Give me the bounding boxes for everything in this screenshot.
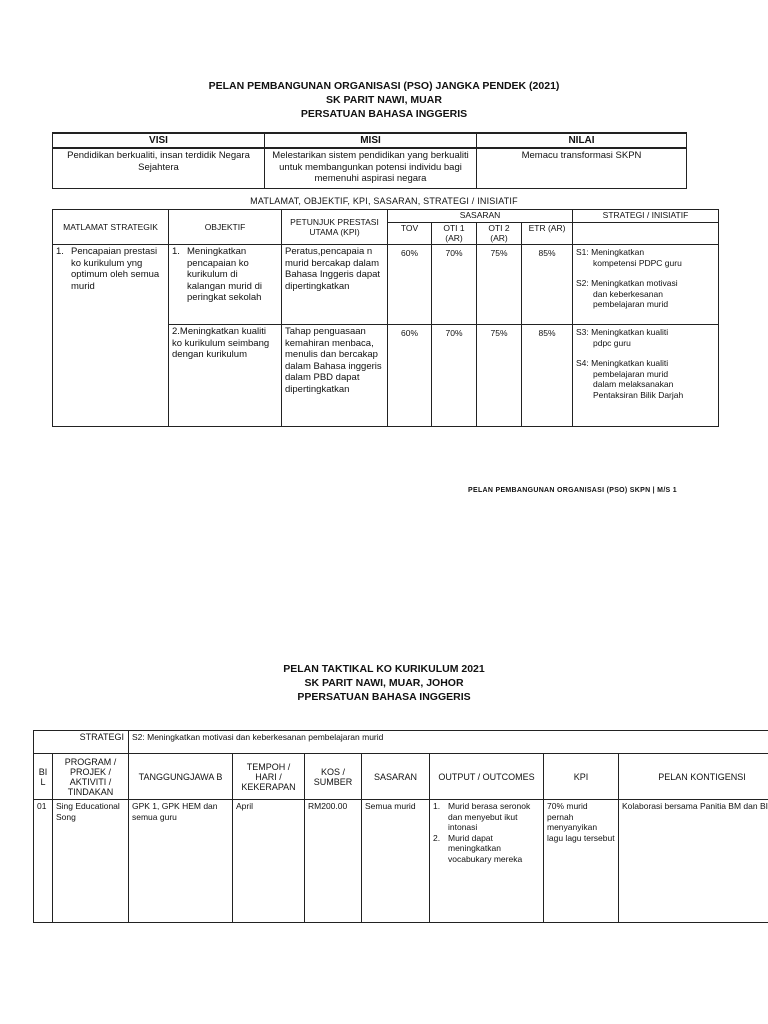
output-2-number: 2. — [433, 832, 441, 843]
output-header: OUTPUT / OUTCOMES — [430, 754, 544, 800]
nilai-text: Memacu transformasi SKPN — [477, 148, 687, 188]
tactical-society: PPERSATUAN BAHASA INGGERIS — [297, 691, 471, 703]
bil-cell: 01 — [34, 800, 53, 923]
kpi-1-cell: Peratus,pencapaia n murid bercakap dalam Bahasa Inggeris dapat dipertingkatkan — [282, 245, 388, 325]
pso-school: SK PARIT NAWI, MUAR — [326, 94, 442, 106]
strategi-s4-line3: dalam melaksanakan — [593, 379, 674, 389]
strategi-s3-line2: pdpc guru — [593, 337, 631, 348]
matlamat-text: Pencapaian prestasi ko kurikulum yng optimum oleh semua murid — [71, 246, 160, 292]
kos-cell: RM200.00 — [305, 800, 362, 923]
oti2-header: OTI 2 (AR) — [477, 223, 522, 245]
plan-caption: MATLAMAT, OBJEKTIF, KPI, SASARAN, STRATEGI / INISIATIF — [250, 196, 518, 206]
visi-header: VISI — [53, 133, 265, 148]
tov-header: TOV — [388, 223, 432, 245]
strategi-s4-line4: Pentaksiran Bilik Darjah — [593, 389, 684, 400]
tov-1: 60% — [388, 245, 432, 325]
etr-1: 85% — [522, 245, 573, 325]
tempoh-cell: April — [233, 800, 305, 923]
strategi-s4: S4: Meningkatkan kualiti — [576, 358, 669, 368]
etr-header: ETR (AR) — [522, 223, 573, 245]
objektif-header: OBJEKTIF — [169, 210, 282, 245]
matlamat-number: 1. — [56, 246, 64, 257]
pso-title-block — [0, 79, 768, 121]
misi-header: MISI — [265, 133, 477, 148]
kos-header: KOS / SUMBER — [305, 754, 362, 800]
matlamat-cell — [53, 245, 169, 427]
strategi-s1-line2: kompetensi PDPC guru — [593, 257, 682, 268]
misi-text: Melestarikan sistem pendidikan yang berkualiti untuk membangunkan potensi individu bagi memenuhi aspirasi negara — [265, 148, 477, 188]
matlamat-header: MATLAMAT STRATEGIK — [53, 210, 169, 245]
page-footer: PELAN PEMBANGUNAN ORGANISASI (PSO) SKPN | M/S 1 — [468, 487, 677, 494]
tanggungjawab-cell: GPK 1, GPK HEM dan semua guru — [129, 800, 233, 923]
objektif-1-number: 1. — [172, 246, 180, 257]
objektif-2-cell: 2.Meningkatkan kualiti ko kurikulum seimbang dengan kurikulum — [169, 325, 282, 427]
tempoh-header: TEMPOH / HARI / KEKERAPAN — [233, 754, 305, 800]
pso-society: PERSATUAN BAHASA INGGERIS — [300, 108, 468, 120]
tactical-school: SK PARIT NAWI, MUAR, JOHOR — [304, 677, 464, 689]
oti1-header: OTI 1 (AR) — [432, 223, 477, 245]
strategic-plan-table — [52, 209, 719, 427]
strategi-s2: S2: Meningkatkan motivasi — [576, 278, 678, 288]
sasaran-header: SASARAN — [388, 210, 573, 223]
output-item-2 — [433, 833, 540, 865]
kontigensi-cell: Kolaborasi bersama Panitia BM dan BI — [619, 800, 768, 923]
output-2-text: Murid dapat meningkatkan vocabukary mereka — [448, 832, 523, 864]
kpi-header: PETUNJUK PRESTASI UTAMA (KPI) — [282, 210, 388, 245]
strategi-2-cell — [573, 325, 719, 427]
strategi-s4-line2: pembelajaran murid — [593, 368, 669, 379]
oti1-2: 70% — [432, 325, 477, 427]
kpi-2-cell: Tahap penguasaan kemahiran menbaca, menulis dan bercakap dalam Bahasa inggeris dalam PBD dapat dipertingkatkan — [282, 325, 388, 427]
objektif-1-text: Meningkatkan pencapaian ko kurikulum di kalangan murid di peringkat sekolah — [187, 246, 262, 303]
strategi-1-cell — [573, 245, 719, 325]
output-item-1 — [433, 801, 540, 833]
oti2-1: 75% — [477, 245, 522, 325]
strategi-header: STRATEGI / INISIATIF — [573, 210, 719, 223]
sasaran-cell: Semua murid — [362, 800, 430, 923]
sasaran-header-2: SASARAN — [362, 754, 430, 800]
visi-text: Pendidikan berkualiti, insan terdidik Negara Sejahtera — [53, 148, 265, 188]
strategi-s3: S3: Meningkatkan kualiti — [576, 327, 669, 337]
strategi-s2-line3: pembelajaran murid — [593, 299, 669, 309]
program-cell: Sing Educational Song — [53, 800, 129, 923]
pso-title: PELAN PEMBANGUNAN ORGANISASI (PSO) JANGKA PENDEK (2021) — [208, 80, 560, 92]
strategi-value: S2: Meningkatkan motivasi dan keberkesanan pembelajaran murid — [129, 731, 768, 754]
strategi-s2-line2: dan keberkesanan — [593, 288, 663, 299]
tactical-title: PELAN TAKTIKAL KO KURIKULUM 2021 — [283, 663, 485, 675]
kpi-header-2: KPI — [544, 754, 619, 800]
output-1-number: 1. — [433, 801, 441, 811]
oti2-2: 75% — [477, 325, 522, 427]
vision-mission-table — [52, 132, 687, 189]
etr-2: 85% — [522, 325, 573, 427]
output-1-text: Murid berasa seronok dan menyebut ikut intonasi — [448, 801, 531, 832]
kontigensi-header: PELAN KONTIGENSI — [619, 754, 768, 800]
tactical-title-block — [0, 662, 768, 704]
tactical-plan-table — [33, 730, 768, 923]
tanggungjawab-header: TANGGUNGJAWA B — [129, 754, 233, 800]
bil-header: BI L — [34, 754, 53, 800]
objektif-1-cell — [169, 245, 282, 325]
oti1-1: 70% — [432, 245, 477, 325]
program-header: PROGRAM / PROJEK / AKTIVITI / TINDAKAN — [53, 754, 129, 800]
tov-2: 60% — [388, 325, 432, 427]
nilai-header: NILAI — [477, 133, 687, 148]
strategi-s1: S1: Meningkatkan — [576, 247, 645, 257]
strategi-label: STRATEGI — [34, 731, 129, 754]
strategi-subheader-empty — [573, 223, 719, 245]
output-cell — [430, 800, 544, 923]
kpi-cell: 70% murid pernah menyanyikan lagu lagu tersebut — [544, 800, 619, 923]
